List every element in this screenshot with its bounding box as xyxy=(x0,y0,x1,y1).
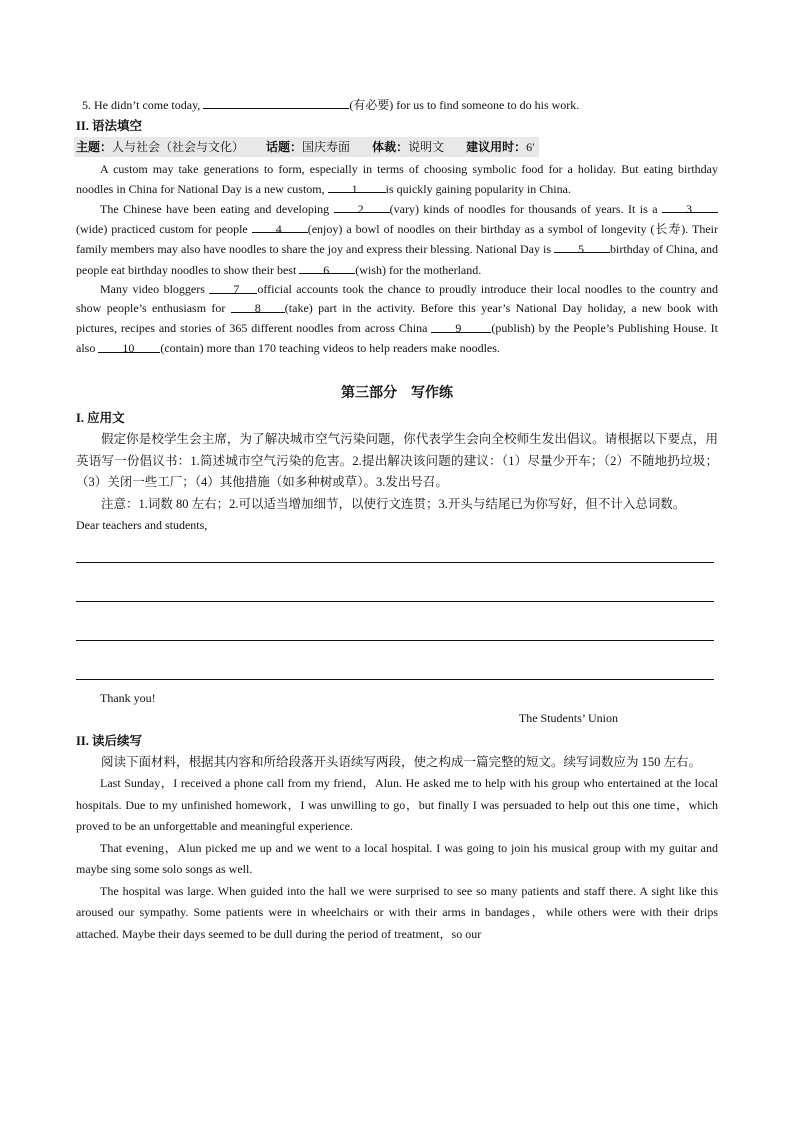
text: (take) part in the activity. Before this year’s National Day holiday, a new book with pictures, recipes and stories of 365 different noodles from across China xyxy=(76,301,718,335)
letter-salutation: Dear teachers and students, xyxy=(76,518,208,533)
text: (publish) by the People’s Publishing House. It also xyxy=(76,321,718,355)
text: official accounts took the chance to proudly introduce their local noodles to the country and show people’s enthusiasm for xyxy=(76,281,718,316)
blank-4[interactable] xyxy=(252,219,308,237)
q5-text-before: 5. He didn’t come today, xyxy=(82,98,204,112)
applied-writing-heading: I. 应用文 xyxy=(76,411,125,426)
blank-number: 6 xyxy=(323,262,330,277)
blank-3[interactable] xyxy=(662,199,718,216)
text: is quickly gaining popularity in China. xyxy=(385,181,571,196)
text: (wide) practiced custom for people xyxy=(76,222,252,237)
blank-6[interactable] xyxy=(299,260,355,277)
subject-label: 话题： xyxy=(266,139,303,154)
section-2-heading: II. 语法填空 xyxy=(76,118,142,133)
applied-writing-prompt: 假定你是校学生会主席，为了解决城市空气污染问题，你代表学生会向全校师生发出倡议。请根据以下要点，用英语写一份倡议书：1.简述城市空气污染的危害。2.提出解决该问题的建议：（1）尽量少开车；（2）不随地扔垃圾；（3）关闭一些工厂；（4）其他措施（如多种树或草）。3.发出号召。 xyxy=(76,432,718,490)
blank-number: 7 xyxy=(233,281,240,296)
blank-2[interactable] xyxy=(334,199,390,216)
part-3-title: 第三部分 写作练 xyxy=(341,386,453,402)
text: (enjoy) a bowl of noodles on their birthday as a symbol of longevity (长寿). Their family members may also have noodles to share the joy and express their blessing. National Day is xyxy=(76,222,718,257)
blank-1[interactable] xyxy=(328,179,386,196)
topic-info-bar xyxy=(74,137,539,157)
text: (wish) for the motherland. xyxy=(355,262,482,277)
letter-signature: The Students’ Union xyxy=(518,710,618,725)
letter-thanks: Thank you! xyxy=(100,690,156,705)
text: (vary) kinds of noodles for thousands of years. It is a xyxy=(389,202,662,216)
blank-9[interactable] xyxy=(431,319,491,333)
writing-line[interactable] xyxy=(76,641,714,680)
worksheet-page xyxy=(76,95,718,945)
blank-10[interactable] xyxy=(98,339,160,353)
blank-number: 10 xyxy=(122,340,135,355)
genre-label: 体裁： xyxy=(372,139,409,154)
text: (contain) more than 170 teaching videos to help readers make noodles. xyxy=(160,340,500,355)
writing-line[interactable] xyxy=(76,602,714,641)
applied-writing-notes: 注意：1.词数 80 左右；2.可以适当增加细节，以使行文连贯；3.开头与结尾已为你写好，但不计入总词数。 xyxy=(101,496,686,511)
writing-line[interactable] xyxy=(76,563,714,602)
blank-number: 1 xyxy=(351,181,358,196)
grammar-paragraph-1 xyxy=(76,159,718,199)
topic-label: 主题： xyxy=(76,139,113,154)
grammar-paragraph-3 xyxy=(76,280,718,358)
time-value: 6′ xyxy=(526,139,535,154)
blank-number: 2 xyxy=(357,202,364,216)
story-paragraph-2: That evening，Alun picked me up and we went to a local hospital. I was going to join his musical group with my guitar and maybe sing some solo songs as well. xyxy=(76,840,718,877)
continuation-intro: 阅读下面材料，根据其内容和所给段落开头语续写两段，使之构成一篇完整的短文。续写词数应为 150 左右。 xyxy=(101,754,702,769)
text: Many video bloggers xyxy=(100,281,210,296)
story-paragraph-1: Last Sunday，I received a phone call from my friend，Alun. He asked me to help with his group who entertained at the local hospitals. Due to my unfinished homework，I was unwilling to go，but finally I was persuaded to help out this one time，which proved to be an unforgettable and meaningful experience. xyxy=(76,776,718,834)
blank-number: 3 xyxy=(686,202,692,216)
grammar-paragraph-2 xyxy=(76,199,718,280)
text: A custom may take generations to form, especially in terms of choosing symbolic food for a holiday. But eating birthday noodles in China for National Day is a new custom, xyxy=(76,161,718,196)
blank-number: 8 xyxy=(254,301,261,316)
text: birthday of China, and people eat birthday noodles to show their best xyxy=(76,242,718,277)
text: The Chinese have been eating and developing xyxy=(100,202,334,216)
blank-number: 4 xyxy=(275,222,282,237)
question-5 xyxy=(76,95,718,116)
writing-area[interactable] xyxy=(76,536,714,680)
q5-text-after: (有必要) for us to find someone to do his work. xyxy=(349,98,580,112)
continuation-writing-heading: II. 读后续写 xyxy=(76,733,142,748)
blank-7[interactable] xyxy=(209,280,257,294)
subject-value: 国庆寿面 xyxy=(302,139,351,154)
genre-value: 说明文 xyxy=(408,139,445,154)
time-label: 建议用时： xyxy=(466,139,527,154)
blank-8[interactable] xyxy=(231,299,285,316)
q5-blank[interactable] xyxy=(203,95,349,109)
blank-number: 5 xyxy=(578,242,584,257)
topic-value: 人与社会（社会与文化） xyxy=(112,139,245,154)
writing-line[interactable] xyxy=(76,536,714,563)
story-paragraph-3: The hospital was large. When guided into the hall we were surprised to see so many patients and staff there. A sight like this aroused our sympathy. Some patients were in wheelchairs or with their arms in bandages，while others were with their drips attached. Maybe their days seemed to be dull during the period of treatment，so our xyxy=(76,883,718,941)
blank-number: 9 xyxy=(455,321,462,335)
blank-5[interactable] xyxy=(554,239,610,257)
